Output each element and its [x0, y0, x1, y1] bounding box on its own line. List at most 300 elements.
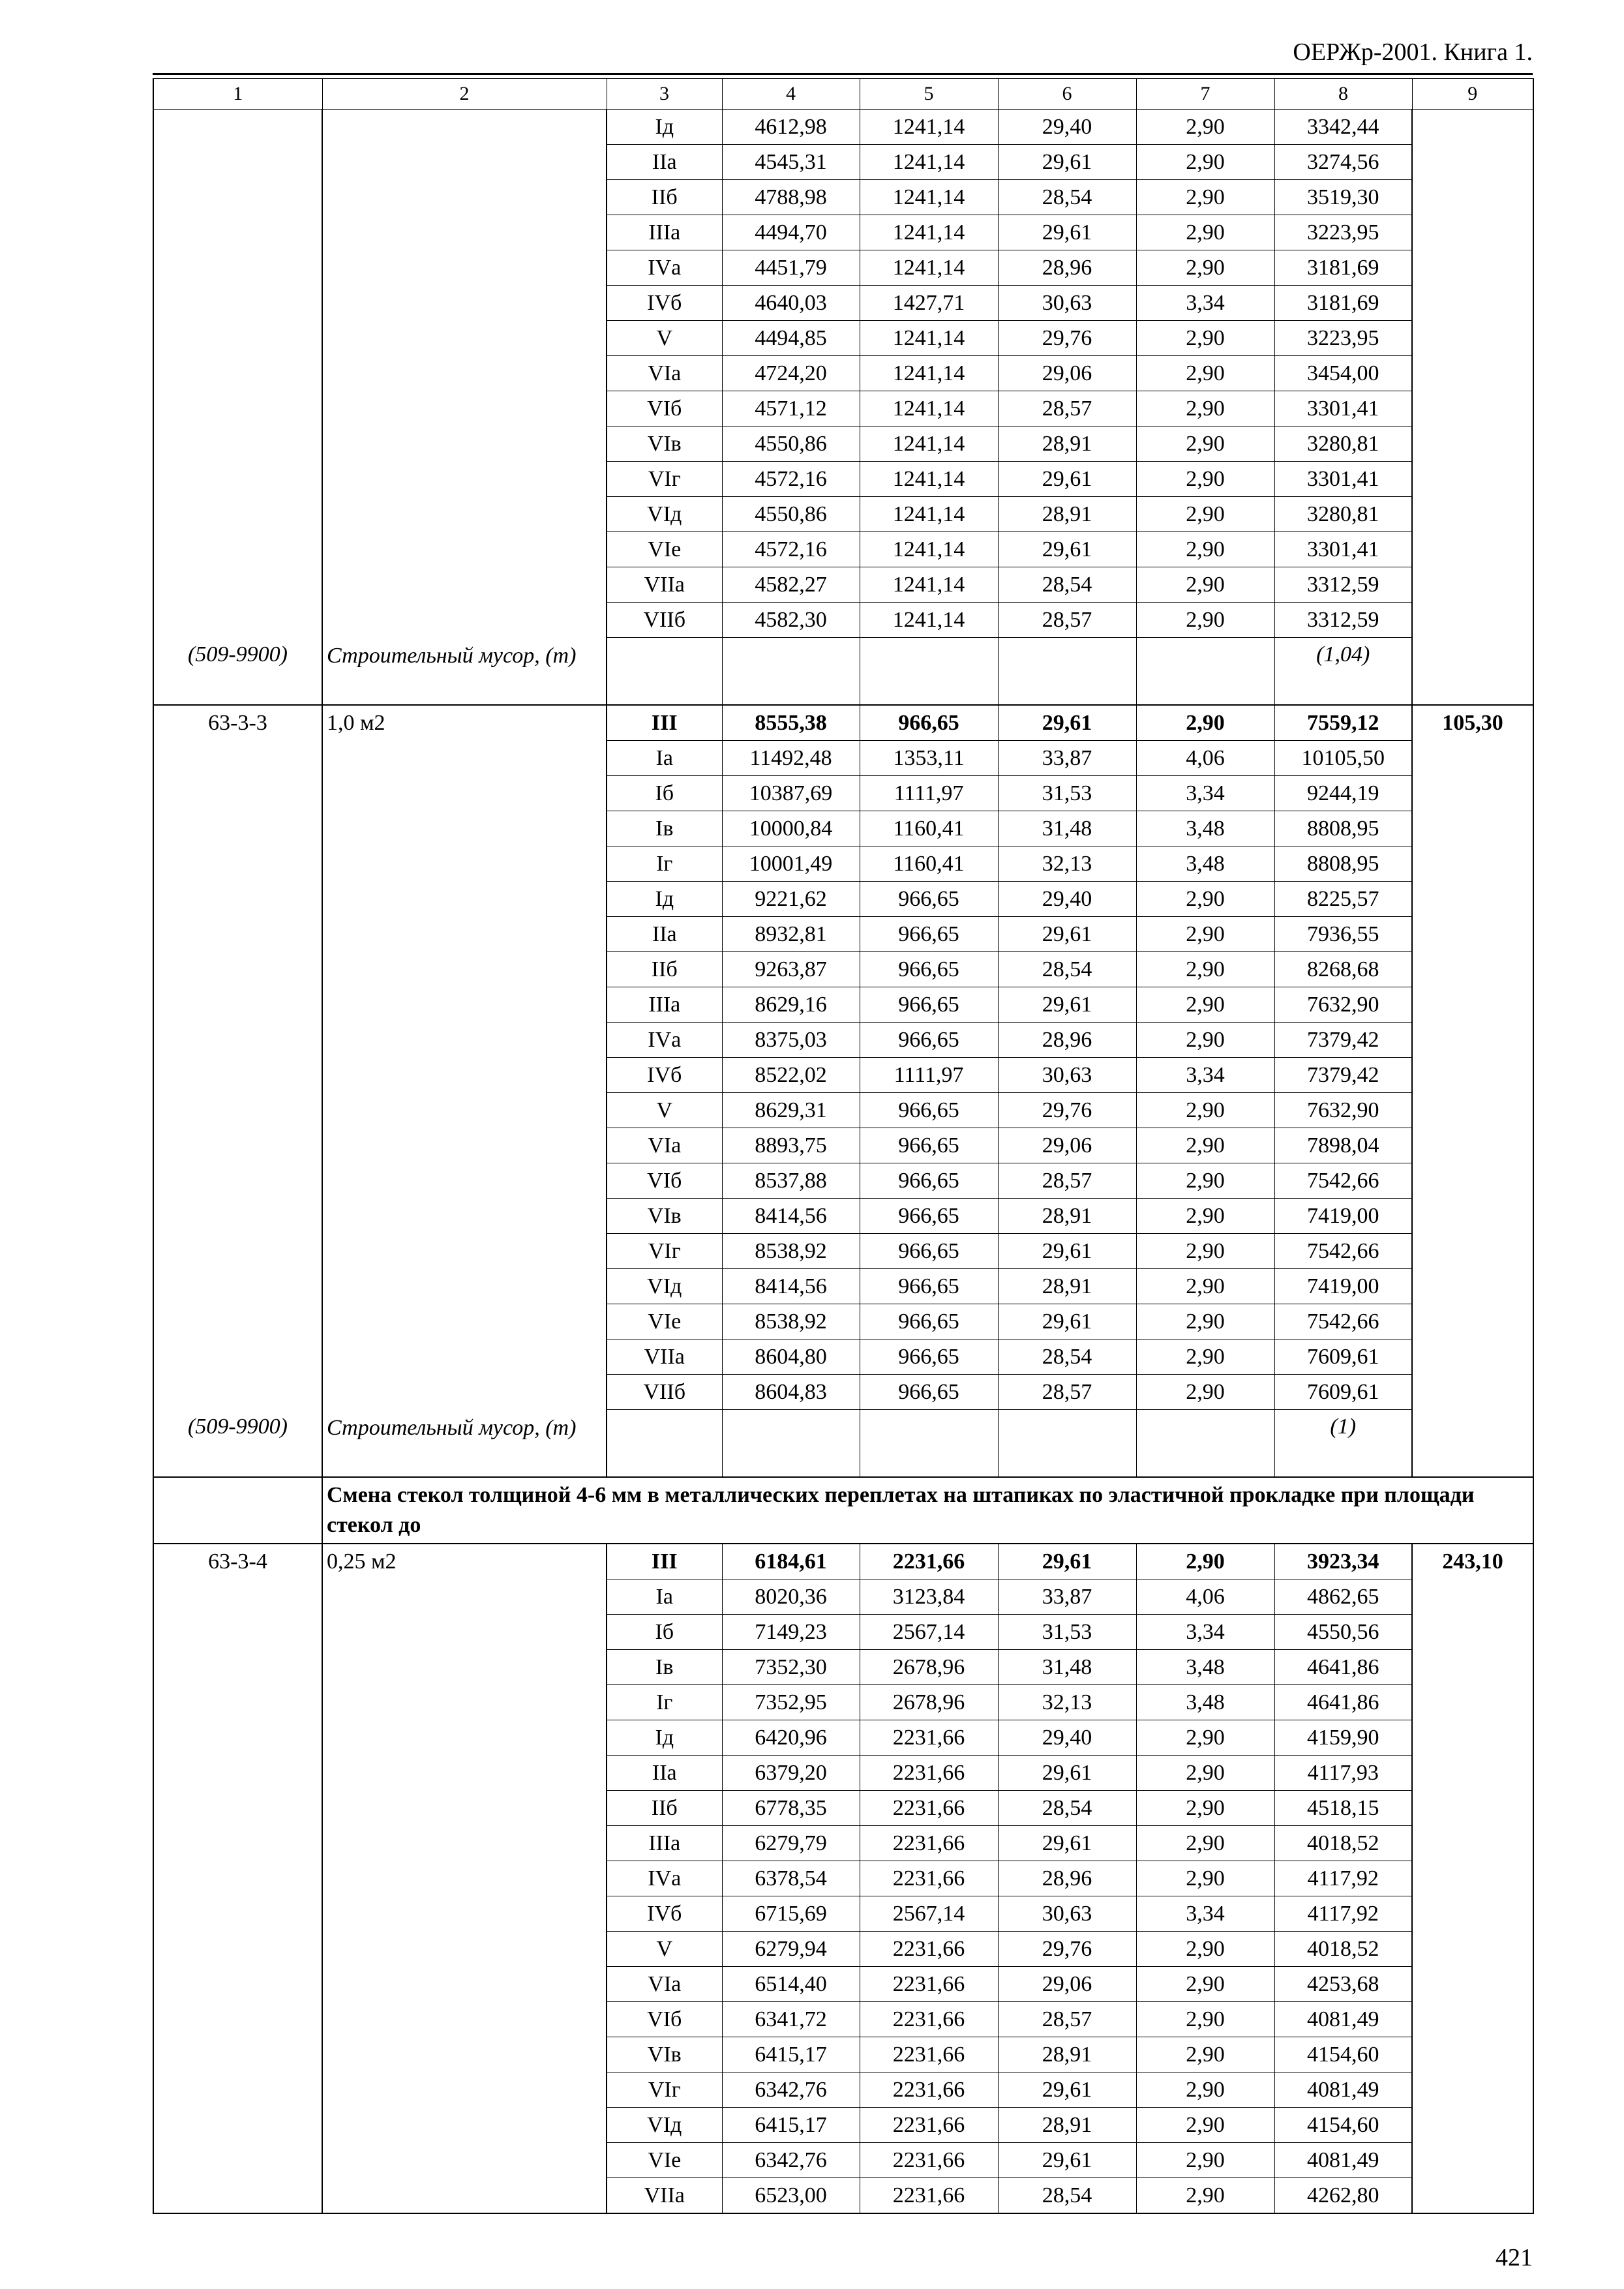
- labor-cost-cell: 966,65: [860, 1304, 998, 1339]
- operator-cost-cell: 2,90: [1136, 2002, 1274, 2037]
- empty-cell: [1412, 1410, 1533, 1478]
- material-cost-cell: 7542,66: [1274, 1163, 1412, 1199]
- total-cost-cell: 4494,70: [722, 215, 860, 250]
- zone-cell: VIе: [607, 1304, 722, 1339]
- code-cell: [153, 426, 322, 462]
- table-row: [153, 1128, 1533, 1163]
- zone-cell: VIе: [607, 2143, 722, 2178]
- material-cost-cell: 3301,41: [1274, 391, 1412, 426]
- empty-cell: [1136, 1410, 1274, 1478]
- total-cost-cell: 11492,48: [722, 741, 860, 776]
- col-num-1: 1: [153, 79, 322, 110]
- name-cell: [322, 110, 607, 145]
- zone-cell: V: [607, 1932, 722, 1967]
- labor-hours-cell: [1412, 603, 1533, 638]
- total-cost-cell: 4494,85: [722, 321, 860, 356]
- material-cost-cell: 7632,90: [1274, 987, 1412, 1023]
- total-cost-cell: 4572,16: [722, 532, 860, 567]
- name-cell: [322, 776, 607, 811]
- machine-cost-cell: 28,54: [998, 952, 1136, 987]
- code-cell: [153, 567, 322, 603]
- table-row: [153, 987, 1533, 1023]
- name-cell: [322, 2037, 607, 2072]
- machine-cost-cell: 29,61: [998, 1826, 1136, 1861]
- zone-cell: VIд: [607, 497, 722, 532]
- material-cost-cell: 7559,12: [1274, 705, 1412, 741]
- operator-cost-cell: 2,90: [1136, 391, 1274, 426]
- zone-cell: VIIа: [607, 2178, 722, 2214]
- zone-cell: V: [607, 321, 722, 356]
- total-cost-cell: 8555,38: [722, 705, 860, 741]
- total-cost-cell: 6378,54: [722, 1861, 860, 1896]
- total-cost-cell: 6778,35: [722, 1791, 860, 1826]
- table-row: [153, 180, 1533, 215]
- operator-cost-cell: 2,90: [1136, 1128, 1274, 1163]
- zone-cell: VIг: [607, 462, 722, 497]
- section-title-row: [153, 1477, 1533, 1544]
- machine-cost-cell: 29,61: [998, 1234, 1136, 1269]
- labor-hours-cell: [1412, 110, 1533, 145]
- labor-cost-cell: 1241,14: [860, 321, 998, 356]
- labor-hours-cell: [1412, 1199, 1533, 1234]
- material-cost-cell: 8808,95: [1274, 811, 1412, 846]
- table-row: [153, 1093, 1533, 1128]
- operator-cost-cell: 2,90: [1136, 497, 1274, 532]
- page-number: 421: [1496, 2244, 1533, 2271]
- labor-cost-cell: 1241,14: [860, 215, 998, 250]
- machine-cost-cell: 31,53: [998, 1615, 1136, 1650]
- machine-cost-cell: 29,40: [998, 1720, 1136, 1756]
- machine-cost-cell: 28,54: [998, 1791, 1136, 1826]
- name-cell: [322, 567, 607, 603]
- table-row: [153, 497, 1533, 532]
- total-cost-cell: 4571,12: [722, 391, 860, 426]
- labor-hours-cell: [1412, 321, 1533, 356]
- machine-cost-cell: 29,76: [998, 1932, 1136, 1967]
- labor-cost-cell: 3123,84: [860, 1579, 998, 1615]
- labor-hours-cell: [1412, 2002, 1533, 2037]
- machine-cost-cell: 28,91: [998, 1199, 1136, 1234]
- material-cost-cell: 4154,60: [1274, 2037, 1412, 2072]
- total-cost-cell: 6415,17: [722, 2037, 860, 2072]
- labor-hours-cell: [1412, 2108, 1533, 2143]
- zone-cell: IIIа: [607, 215, 722, 250]
- labor-cost-cell: 1160,41: [860, 811, 998, 846]
- material-cost-cell: 3223,95: [1274, 215, 1412, 250]
- total-cost-cell: 6514,40: [722, 1967, 860, 2002]
- zone-cell: V: [607, 1093, 722, 1128]
- operator-cost-cell: 2,90: [1136, 1023, 1274, 1058]
- material-cost-cell: 7542,66: [1274, 1304, 1412, 1339]
- code-cell: [153, 180, 322, 215]
- name-cell: [322, 603, 607, 638]
- labor-hours-cell: [1412, 180, 1533, 215]
- machine-cost-cell: 29,61: [998, 2072, 1136, 2108]
- labor-hours-cell: 105,30: [1412, 705, 1533, 741]
- operator-cost-cell: 2,90: [1136, 1720, 1274, 1756]
- name-cell: [322, 846, 607, 882]
- labor-hours-cell: [1412, 1128, 1533, 1163]
- code-cell: [153, 1615, 322, 1650]
- debris-code: (509-9900): [153, 1410, 322, 1478]
- debris-value: (1): [1274, 1410, 1412, 1478]
- labor-hours-cell: [1412, 1932, 1533, 1967]
- operator-cost-cell: 2,90: [1136, 1269, 1274, 1304]
- machine-cost-cell: 29,06: [998, 356, 1136, 391]
- table-row: [153, 1896, 1533, 1932]
- labor-hours-cell: [1412, 1579, 1533, 1615]
- name-cell: [322, 1932, 607, 1967]
- zone-cell: VIг: [607, 1234, 722, 1269]
- machine-cost-cell: 29,40: [998, 110, 1136, 145]
- material-cost-cell: 7898,04: [1274, 1128, 1412, 1163]
- code-cell: [153, 2072, 322, 2108]
- zone-cell: VIв: [607, 2037, 722, 2072]
- total-cost-cell: 9263,87: [722, 952, 860, 987]
- material-cost-cell: 3923,34: [1274, 1544, 1412, 1579]
- name-cell: 1,0 м2: [322, 705, 607, 741]
- zone-cell: III: [607, 1544, 722, 1579]
- labor-cost-cell: 966,65: [860, 1128, 998, 1163]
- total-cost-cell: 4550,86: [722, 497, 860, 532]
- operator-cost-cell: 2,90: [1136, 1304, 1274, 1339]
- name-cell: 0,25 м2: [322, 1544, 607, 1579]
- code-cell: [153, 952, 322, 987]
- code-cell: [153, 917, 322, 952]
- labor-cost-cell: 966,65: [860, 1023, 998, 1058]
- labor-hours-cell: [1412, 846, 1533, 882]
- labor-cost-cell: 1427,71: [860, 286, 998, 321]
- labor-hours-cell: [1412, 882, 1533, 917]
- operator-cost-cell: 2,90: [1136, 1967, 1274, 2002]
- labor-cost-cell: 1111,97: [860, 776, 998, 811]
- machine-cost-cell: 32,13: [998, 1685, 1136, 1720]
- zone-cell: VIб: [607, 2002, 722, 2037]
- code-cell: [153, 811, 322, 846]
- labor-cost-cell: 1241,14: [860, 110, 998, 145]
- code-cell: [153, 1199, 322, 1234]
- total-cost-cell: 8893,75: [722, 1128, 860, 1163]
- labor-cost-cell: 1241,14: [860, 497, 998, 532]
- material-cost-cell: 4081,49: [1274, 2143, 1412, 2178]
- table-row: [153, 1023, 1533, 1058]
- labor-hours-cell: [1412, 776, 1533, 811]
- code-cell: [153, 1579, 322, 1615]
- labor-cost-cell: 1111,97: [860, 1058, 998, 1093]
- labor-cost-cell: 2678,96: [860, 1650, 998, 1685]
- code-cell: [153, 1023, 322, 1058]
- name-cell: [322, 2002, 607, 2037]
- operator-cost-cell: 3,34: [1136, 1615, 1274, 1650]
- labor-hours-cell: [1412, 1826, 1533, 1861]
- name-cell: [322, 391, 607, 426]
- material-cost-cell: 4641,86: [1274, 1685, 1412, 1720]
- operator-cost-cell: 2,90: [1136, 110, 1274, 145]
- total-cost-cell: 6415,17: [722, 2108, 860, 2143]
- code-cell: [153, 987, 322, 1023]
- machine-cost-cell: 29,61: [998, 705, 1136, 741]
- code-cell: [153, 1093, 322, 1128]
- operator-cost-cell: 2,90: [1136, 705, 1274, 741]
- labor-cost-cell: 2231,66: [860, 1932, 998, 1967]
- material-cost-cell: 7379,42: [1274, 1058, 1412, 1093]
- labor-cost-cell: 2567,14: [860, 1615, 998, 1650]
- table-row: [153, 532, 1533, 567]
- total-cost-cell: 8537,88: [722, 1163, 860, 1199]
- machine-cost-cell: 28,54: [998, 1339, 1136, 1375]
- code-cell: [153, 1128, 322, 1163]
- zone-cell: VIб: [607, 1163, 722, 1199]
- machine-cost-cell: 29,06: [998, 1967, 1136, 2002]
- labor-hours-cell: [1412, 215, 1533, 250]
- material-cost-cell: 4117,92: [1274, 1861, 1412, 1896]
- code-cell: [153, 391, 322, 426]
- machine-cost-cell: 29,61: [998, 215, 1136, 250]
- name-cell: [322, 215, 607, 250]
- machine-cost-cell: 28,96: [998, 250, 1136, 286]
- operator-cost-cell: 2,90: [1136, 2143, 1274, 2178]
- zone-cell: IVа: [607, 1023, 722, 1058]
- code-cell: [153, 497, 322, 532]
- machine-cost-cell: 31,48: [998, 1650, 1136, 1685]
- code-cell: [153, 1720, 322, 1756]
- operator-cost-cell: 3,34: [1136, 1896, 1274, 1932]
- total-cost-cell: 7352,95: [722, 1685, 860, 1720]
- total-cost-cell: 8538,92: [722, 1234, 860, 1269]
- labor-cost-cell: 1241,14: [860, 603, 998, 638]
- labor-cost-cell: 966,65: [860, 1199, 998, 1234]
- table-row: [153, 776, 1533, 811]
- code-cell: [153, 1304, 322, 1339]
- labor-cost-cell: 1353,11: [860, 741, 998, 776]
- labor-hours-cell: [1412, 1269, 1533, 1304]
- machine-cost-cell: 30,63: [998, 286, 1136, 321]
- table-row: [153, 1756, 1533, 1791]
- labor-hours-cell: [1412, 741, 1533, 776]
- labor-cost-cell: 1241,14: [860, 356, 998, 391]
- total-cost-cell: 4612,98: [722, 110, 860, 145]
- total-cost-cell: 4788,98: [722, 180, 860, 215]
- total-cost-cell: 4550,86: [722, 426, 860, 462]
- labor-hours-cell: [1412, 426, 1533, 462]
- machine-cost-cell: 29,61: [998, 462, 1136, 497]
- labor-cost-cell: 1241,14: [860, 567, 998, 603]
- debris-name: Строительный мусор, (т): [322, 1410, 607, 1478]
- machine-cost-cell: 28,91: [998, 426, 1136, 462]
- material-cost-cell: 3519,30: [1274, 180, 1412, 215]
- labor-cost-cell: 1241,14: [860, 145, 998, 180]
- table-row: [153, 2178, 1533, 2214]
- rates-table: [153, 78, 1534, 2214]
- machine-cost-cell: 33,87: [998, 1579, 1136, 1615]
- labor-cost-cell: 1241,14: [860, 462, 998, 497]
- operator-cost-cell: 2,90: [1136, 882, 1274, 917]
- material-cost-cell: 3274,56: [1274, 145, 1412, 180]
- material-cost-cell: 7632,90: [1274, 1093, 1412, 1128]
- table-row: [153, 321, 1533, 356]
- total-cost-cell: 8604,83: [722, 1375, 860, 1410]
- labor-hours-cell: [1412, 1967, 1533, 2002]
- table-row: [153, 1685, 1533, 1720]
- labor-hours-cell: [1412, 567, 1533, 603]
- machine-cost-cell: 33,87: [998, 741, 1136, 776]
- code-cell: [153, 1826, 322, 1861]
- operator-cost-cell: 2,90: [1136, 356, 1274, 391]
- code-cell: [153, 1967, 322, 2002]
- operator-cost-cell: 2,90: [1136, 250, 1274, 286]
- labor-cost-cell: 2231,66: [860, 2037, 998, 2072]
- operator-cost-cell: 2,90: [1136, 532, 1274, 567]
- col-num-7: 7: [1136, 79, 1274, 110]
- material-cost-cell: 4262,80: [1274, 2178, 1412, 2214]
- operator-cost-cell: 2,90: [1136, 2108, 1274, 2143]
- total-cost-cell: 8932,81: [722, 917, 860, 952]
- labor-hours-cell: [1412, 1093, 1533, 1128]
- empty-cell: [607, 638, 722, 706]
- operator-cost-cell: 2,90: [1136, 1234, 1274, 1269]
- operator-cost-cell: 2,90: [1136, 1861, 1274, 1896]
- table-row: [153, 705, 1533, 741]
- running-header: ОЕРЖр-2001. Книга 1.: [1293, 38, 1533, 66]
- labor-hours-cell: [1412, 1339, 1533, 1375]
- name-cell: [322, 250, 607, 286]
- material-cost-cell: 4081,49: [1274, 2002, 1412, 2037]
- material-cost-cell: 8808,95: [1274, 846, 1412, 882]
- col-num-3: 3: [607, 79, 722, 110]
- material-cost-cell: 3301,41: [1274, 462, 1412, 497]
- total-cost-cell: 7352,30: [722, 1650, 860, 1685]
- total-cost-cell: 4582,30: [722, 603, 860, 638]
- material-cost-cell: 4862,65: [1274, 1579, 1412, 1615]
- debris-name: Строительный мусор, (т): [322, 638, 607, 706]
- name-cell: [322, 1826, 607, 1861]
- code-cell: [153, 250, 322, 286]
- machine-cost-cell: 28,91: [998, 1269, 1136, 1304]
- labor-cost-cell: 2231,66: [860, 1756, 998, 1791]
- name-cell: [322, 2108, 607, 2143]
- total-cost-cell: 6341,72: [722, 2002, 860, 2037]
- table-row: [153, 215, 1533, 250]
- machine-cost-cell: 28,57: [998, 391, 1136, 426]
- machine-cost-cell: 28,91: [998, 497, 1136, 532]
- name-cell: [322, 2143, 607, 2178]
- machine-cost-cell: 28,54: [998, 567, 1136, 603]
- empty-cell: [1136, 638, 1274, 706]
- name-cell: [322, 1339, 607, 1375]
- name-cell: [322, 1375, 607, 1410]
- labor-hours-cell: [1412, 2178, 1533, 2214]
- machine-cost-cell: 31,48: [998, 811, 1136, 846]
- machine-cost-cell: 28,91: [998, 2037, 1136, 2072]
- total-cost-cell: 6342,76: [722, 2143, 860, 2178]
- operator-cost-cell: 2,90: [1136, 603, 1274, 638]
- name-cell: [322, 882, 607, 917]
- labor-cost-cell: 966,65: [860, 952, 998, 987]
- zone-cell: IIа: [607, 145, 722, 180]
- name-cell: [322, 1896, 607, 1932]
- name-cell: [322, 145, 607, 180]
- labor-cost-cell: 966,65: [860, 917, 998, 952]
- table-row: [153, 1339, 1533, 1375]
- labor-hours-cell: [1412, 1650, 1533, 1685]
- table-row: [153, 462, 1533, 497]
- name-cell: [322, 462, 607, 497]
- total-cost-cell: 6184,61: [722, 1544, 860, 1579]
- zone-cell: VIIб: [607, 603, 722, 638]
- labor-hours-cell: [1412, 1685, 1533, 1720]
- code-cell: [153, 1339, 322, 1375]
- zone-cell: III: [607, 705, 722, 741]
- zone-cell: VIIб: [607, 1375, 722, 1410]
- zone-cell: VIе: [607, 532, 722, 567]
- empty-cell: [860, 638, 998, 706]
- empty-cell: [153, 1477, 322, 1544]
- labor-cost-cell: 2678,96: [860, 1685, 998, 1720]
- col-num-5: 5: [860, 79, 998, 110]
- labor-cost-cell: 2231,66: [860, 1720, 998, 1756]
- name-cell: [322, 180, 607, 215]
- zone-cell: IIб: [607, 1791, 722, 1826]
- table-row: [153, 603, 1533, 638]
- table-row: [153, 1304, 1533, 1339]
- total-cost-cell: 8414,56: [722, 1199, 860, 1234]
- total-cost-cell: 10000,84: [722, 811, 860, 846]
- name-cell: [322, 1304, 607, 1339]
- machine-cost-cell: 28,96: [998, 1023, 1136, 1058]
- code-cell: [153, 1650, 322, 1685]
- material-cost-cell: 3342,44: [1274, 110, 1412, 145]
- material-cost-cell: 3181,69: [1274, 286, 1412, 321]
- machine-cost-cell: 30,63: [998, 1896, 1136, 1932]
- col-num-8: 8: [1274, 79, 1412, 110]
- operator-cost-cell: 2,90: [1136, 1375, 1274, 1410]
- labor-cost-cell: 2231,66: [860, 1861, 998, 1896]
- zone-cell: Iа: [607, 741, 722, 776]
- table-row: [153, 846, 1533, 882]
- zone-cell: VIд: [607, 2108, 722, 2143]
- operator-cost-cell: 3,34: [1136, 776, 1274, 811]
- table-row: [153, 1932, 1533, 1967]
- zone-cell: IVа: [607, 250, 722, 286]
- code-cell: [153, 462, 322, 497]
- table-body: [153, 79, 1533, 2214]
- labor-hours-cell: [1412, 462, 1533, 497]
- labor-cost-cell: 966,65: [860, 882, 998, 917]
- material-cost-cell: 10105,50: [1274, 741, 1412, 776]
- total-cost-cell: 7149,23: [722, 1615, 860, 1650]
- zone-cell: VIа: [607, 1967, 722, 2002]
- section-title: Смена стекол толщиной 4-6 мм в металлических переплетах на штапиках по эластичной прокладке при площади стекол до: [322, 1477, 1533, 1544]
- table-row: [153, 1967, 1533, 2002]
- operator-cost-cell: 2,90: [1136, 180, 1274, 215]
- labor-cost-cell: 966,65: [860, 1269, 998, 1304]
- code-cell: [153, 1375, 322, 1410]
- zone-cell: IVб: [607, 1058, 722, 1093]
- material-cost-cell: 3312,59: [1274, 603, 1412, 638]
- name-cell: [322, 2072, 607, 2108]
- zone-cell: VIIа: [607, 1339, 722, 1375]
- table-row: [153, 1199, 1533, 1234]
- operator-cost-cell: 2,90: [1136, 145, 1274, 180]
- material-cost-cell: 4518,15: [1274, 1791, 1412, 1826]
- zone-cell: VIIа: [607, 567, 722, 603]
- labor-cost-cell: 2231,66: [860, 2072, 998, 2108]
- material-cost-cell: 4117,93: [1274, 1756, 1412, 1791]
- machine-cost-cell: 31,53: [998, 776, 1136, 811]
- table-row: [153, 1544, 1533, 1579]
- operator-cost-cell: 2,90: [1136, 2178, 1274, 2214]
- zone-cell: VIд: [607, 1269, 722, 1304]
